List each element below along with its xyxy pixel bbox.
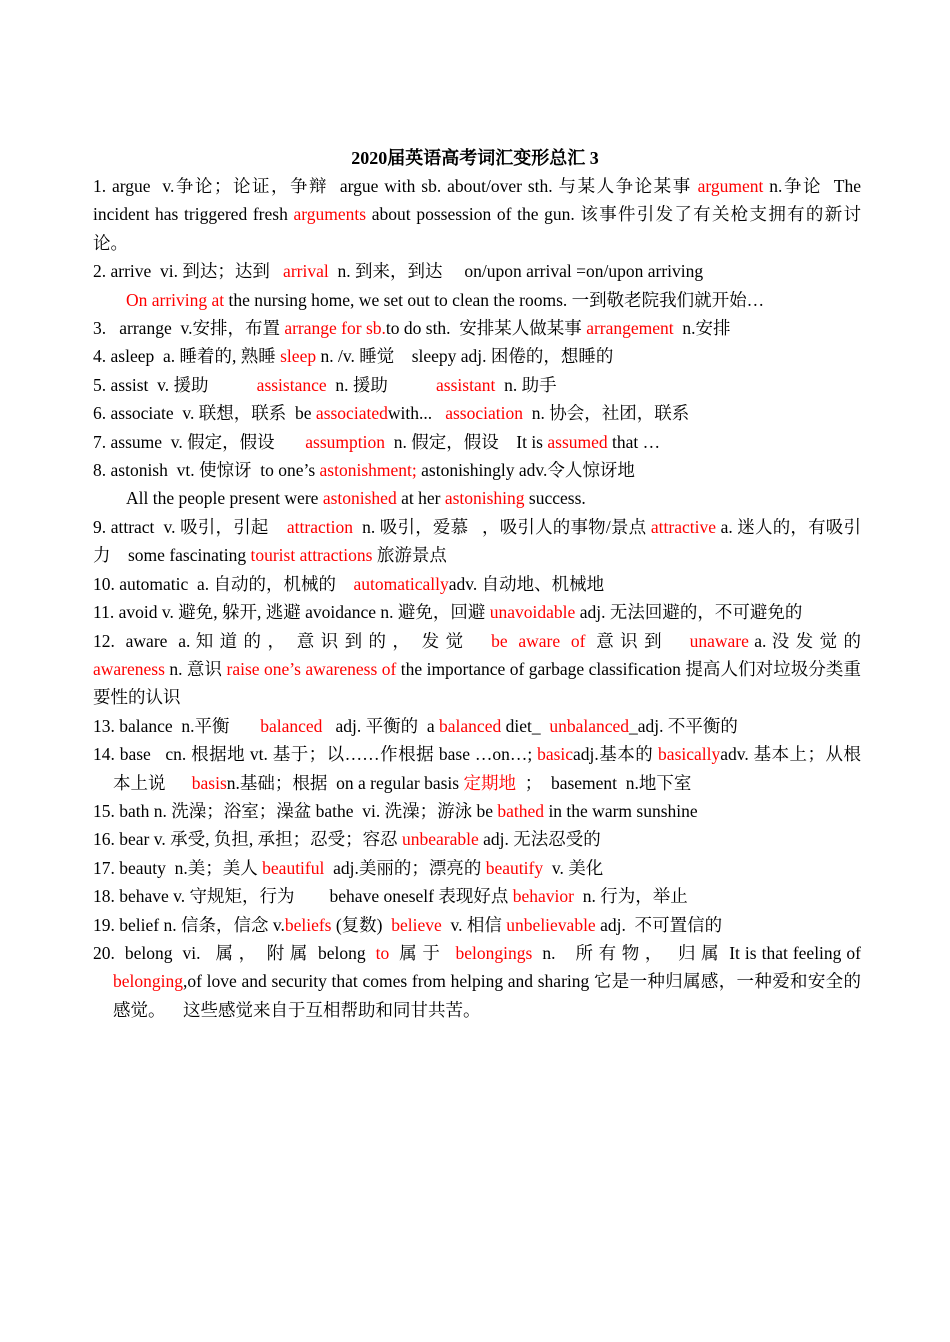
vocab-entry	[93, 911, 861, 939]
entry-text: 10. automatic a. 自动的，机械的	[93, 573, 354, 594]
entry-text: n.安排	[673, 318, 731, 339]
entry-text: 8. astonish vt. 使惊讶 to one’s	[93, 460, 320, 481]
highlighted-term: sleep	[280, 346, 317, 367]
vocabulary-list	[93, 172, 892, 1024]
entry-text: the nursing home, we set out to clean the rooms. 一到敬老院我们就开始…	[224, 289, 765, 310]
entry-text: 11. avoid v. 避免, 躲开, 逃避 avoidance n. 避免，回避	[93, 602, 490, 623]
entry-text: v. 相信	[441, 914, 507, 935]
highlighted-term: belongings	[455, 942, 533, 963]
highlighted-term: balanced	[260, 715, 323, 736]
entry-text: success.	[524, 488, 586, 509]
entry-text: 旅游景点	[372, 545, 447, 566]
vocab-entry	[93, 598, 861, 626]
vocab-entry	[93, 712, 861, 740]
entry-text: diet_	[501, 715, 550, 736]
entry-text: v. 美化	[543, 857, 604, 878]
entry-text: n. 意识	[164, 658, 227, 679]
entry-text: 19. belief n. 信条，信念 v.	[93, 914, 285, 935]
highlighted-term: 定期地	[463, 772, 516, 793]
entry-text: adj. 平衡的 a	[322, 715, 440, 736]
entry-text: 3. arrange v.安排，布置	[93, 318, 285, 339]
entry-text: adj.基本的	[573, 744, 659, 765]
entry-text: about possession of the gun. 该事件引发了有关枪支拥有的新讨论。	[93, 204, 861, 253]
entry-text: n. 吸引，爱慕 ，吸引人的事物/景点	[352, 516, 651, 537]
vocab-entry	[93, 314, 861, 342]
entry-text: that …	[607, 431, 661, 452]
highlighted-term: arrange for sb.	[284, 318, 386, 339]
entry-text: a. 没 发 觉 的	[748, 630, 892, 651]
highlighted-term: attraction	[286, 516, 353, 537]
entry-text: to do sth. 安排某人做某事	[385, 318, 587, 339]
vocab-example	[93, 484, 861, 512]
vocab-entry	[93, 740, 861, 797]
highlighted-term: beautify	[485, 857, 544, 878]
entry-text: All the people present were	[126, 488, 323, 509]
entry-text: 9. attract v. 吸引，引起	[93, 516, 287, 537]
entry-text: in the warm sunshine	[544, 800, 698, 821]
highlighted-term: unbalanced	[549, 715, 630, 736]
vocab-entry	[93, 342, 861, 370]
highlighted-term: tourist attractions	[250, 545, 373, 566]
entry-text: adj. 无法回避的，不可避免的	[575, 602, 803, 623]
highlighted-term: to	[375, 942, 390, 963]
entry-text: 6. associate v. 联想，联系 be	[93, 403, 316, 424]
vocab-entry	[93, 939, 866, 1024]
highlighted-term: astonishment;	[319, 460, 417, 481]
entry-text: adv. 基本上；从根本上说	[113, 744, 861, 793]
highlighted-term: believe	[391, 914, 442, 935]
entry-text: 4. asleep a. 睡着的, 熟睡	[93, 346, 281, 367]
vocab-entry	[93, 399, 861, 427]
entry-text: astonishingly adv.令人惊讶地	[416, 460, 635, 481]
document-title: 2020届英语高考词汇变形总汇 3	[351, 148, 599, 168]
entry-text: 属 于	[389, 942, 456, 963]
entry-text: n. 助手	[495, 374, 557, 395]
highlighted-term: assistant	[436, 374, 496, 395]
entry-text: n. 援助	[326, 374, 437, 395]
highlighted-term: astonished	[322, 488, 397, 509]
highlighted-term: astonishing	[444, 488, 525, 509]
entry-text: the importance of garbage classification 提高人们对垃圾分类重要性的认识	[93, 658, 861, 708]
entry-text: 18. behave v. 守规矩，行为 behave oneself 表现好点	[93, 886, 513, 907]
entry-text: n. 到来，到达 on/upon arrival =on/upon arriving	[328, 261, 704, 282]
vocab-entry	[93, 627, 892, 712]
highlighted-term: assistance	[256, 374, 327, 395]
highlighted-term: basically	[658, 744, 721, 765]
highlighted-term: unbelievable	[506, 914, 596, 935]
vocab-entry	[93, 513, 861, 570]
highlighted-term: arguments	[293, 204, 367, 225]
vocab-entry	[93, 882, 861, 910]
entry-text: adj. 无法忍受的	[478, 829, 601, 850]
vocab-entry	[93, 371, 861, 399]
highlighted-term: basic	[537, 744, 574, 765]
entry-text: adj. 不可置信的	[595, 914, 723, 935]
highlighted-term: arrangement	[586, 318, 674, 339]
vocab-entry	[93, 257, 861, 285]
entry-text: 5. assist v. 援助	[93, 374, 257, 395]
entry-text: n.争论 The incident has triggered fresh	[93, 176, 866, 225]
entry-text: n. 协会，社团，联系	[522, 403, 690, 424]
vocab-entry	[93, 172, 866, 257]
entry-text: 意 识 到	[585, 630, 690, 651]
vocab-entry	[93, 428, 861, 456]
highlighted-term: argument	[697, 176, 764, 196]
entry-text: 14. base cn. 根据地 vt. 基于；以……作根据 base …on…;	[93, 744, 538, 765]
highlighted-term: assumed	[547, 431, 608, 452]
highlighted-term: arrival	[283, 261, 329, 282]
entry-text: n.基础；根据 on a regular basis	[226, 772, 464, 793]
highlighted-term: raise one’s awareness of	[226, 658, 397, 679]
vocab-entry	[93, 825, 861, 853]
vocab-entry	[93, 854, 861, 882]
entry-text: 17. beauty n.美；美人	[93, 857, 263, 878]
entry-text: at her	[396, 488, 445, 509]
entry-text: n. /v. 睡觉 sleepy adj. 困倦的，想睡的	[316, 346, 614, 367]
vocab-example	[93, 286, 861, 314]
highlighted-term: balanced	[439, 715, 502, 736]
entry-text: 1. argue v.争论；论证，争辩 argue with sb. about/over sth. 与某人争论某事	[93, 176, 698, 196]
highlighted-term: behavior	[512, 886, 574, 907]
entry-text: 15. bath n. 洗澡；浴室；澡盆 bathe vi. 洗澡；游泳 be	[93, 800, 498, 821]
highlighted-term: automatically	[353, 573, 449, 594]
highlighted-term: On arriving at	[126, 289, 225, 310]
entry-text: _adj. 不平衡的	[629, 715, 738, 736]
highlighted-term: assumption	[305, 431, 385, 452]
entry-text: 16. bear v. 承受, 负担, 承担；忍受；容忍	[93, 829, 402, 850]
entry-text: (复数)	[331, 914, 392, 935]
entry-text: n. 所 有 物 ， 归 属 It is that feeling of	[532, 942, 866, 963]
highlighted-term: beautiful	[262, 857, 325, 878]
entry-text: a. 迷人的，有吸引力 some fascinating	[93, 516, 861, 566]
vocab-entry	[93, 570, 861, 598]
highlighted-term: be aware of	[491, 630, 586, 651]
highlighted-term: associated	[315, 403, 388, 424]
vocab-entry	[93, 456, 861, 484]
vocab-entry	[93, 797, 861, 825]
highlighted-term: awareness	[93, 658, 165, 679]
entry-text: with...	[387, 403, 446, 424]
entry-text: 20. belong vi. 属 ， 附 属 belong	[93, 942, 376, 963]
highlighted-term: beliefs	[284, 914, 332, 935]
highlighted-term: attractive	[650, 516, 717, 537]
entry-text: ,of love and security that comes from helping and sharing 它是一种归属感，一种爱和安全的感觉。 这些感觉来自于互相帮助和同甘共苦。	[113, 971, 861, 1020]
highlighted-term: bathed	[497, 800, 545, 821]
entry-text: adj.美丽的；漂亮的	[324, 857, 486, 878]
entry-text: 2. arrive vi. 到达；达到	[93, 261, 284, 282]
entry-text: adv. 自动地、机械地	[448, 573, 605, 594]
highlighted-term: unavoidable	[489, 602, 576, 623]
entry-text: 12. aware a. 知 道 的 ， 意 识 到 的 ， 发 觉	[93, 630, 492, 651]
highlighted-term: unbearable	[401, 829, 479, 850]
highlighted-term: association	[445, 403, 523, 424]
entry-text: n. 行为，举止	[574, 886, 688, 907]
highlighted-term: basis	[191, 772, 227, 793]
entry-text: 13. balance n.平衡	[93, 715, 261, 736]
entry-text: n. 假定，假设 It is	[385, 431, 548, 452]
entry-text: 7. assume v. 假定，假设	[93, 431, 306, 452]
entry-text: ； basement n.地下室	[515, 772, 692, 793]
highlighted-term: belonging	[113, 971, 183, 992]
highlighted-term: unaware	[689, 630, 749, 651]
